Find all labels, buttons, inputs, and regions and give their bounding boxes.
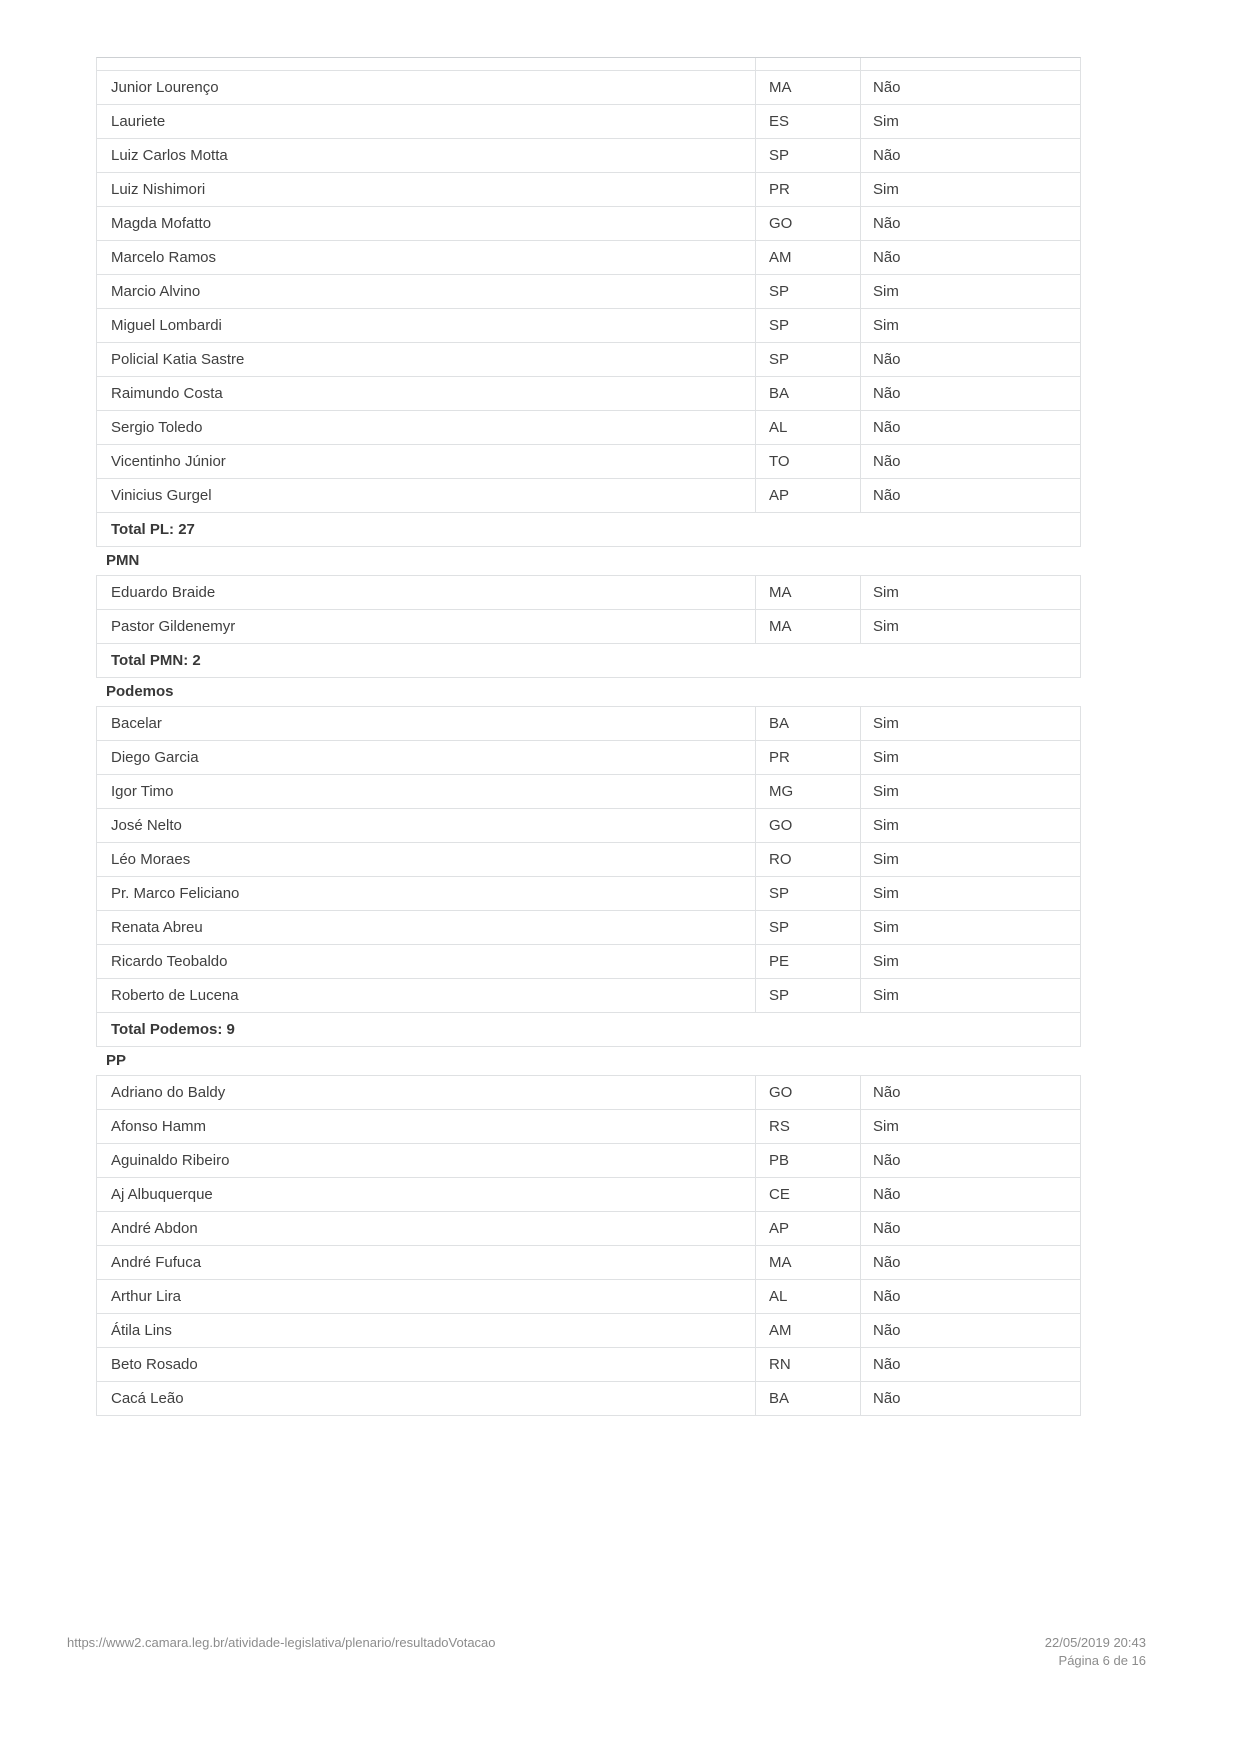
cell-state: MA	[755, 71, 860, 104]
cell-vote: Não	[860, 1076, 1080, 1109]
cell-vote: Não	[860, 1382, 1080, 1415]
cell-vote: Não	[860, 71, 1080, 104]
cell-deputy-name: André Abdon	[111, 1220, 198, 1237]
cell-deputy-name: Afonso Hamm	[111, 1118, 207, 1135]
table-row	[97, 479, 1080, 513]
cell-vote: Sim	[860, 707, 1080, 740]
cell-deputy-name: Ricardo Teobaldo	[111, 953, 228, 970]
cell-vote: Não	[860, 1178, 1080, 1211]
cell-state: SP	[755, 275, 860, 308]
cell-vote: Não	[860, 377, 1080, 410]
cell-vote: Sim	[860, 809, 1080, 842]
cell-state: GO	[755, 1076, 860, 1109]
cell-deputy-name: Raimundo Costa	[111, 385, 223, 402]
cell-state: PR	[755, 173, 860, 206]
cell-vote: Não	[860, 343, 1080, 376]
cell-deputy-name: Vinicius Gurgel	[111, 487, 212, 504]
cell-deputy-name: Diego Garcia	[111, 749, 199, 766]
party-total-row: Total PL: 27	[97, 513, 1080, 547]
cell-state: AP	[755, 1212, 860, 1245]
table-row	[97, 309, 1080, 343]
cell-state: GO	[755, 809, 860, 842]
cell-vote: Não	[860, 1348, 1080, 1381]
cell-deputy-name: Luiz Carlos Motta	[111, 147, 228, 164]
table-row	[97, 1348, 1080, 1382]
footer-meta	[1045, 1634, 1146, 1670]
cell-vote: Não	[860, 139, 1080, 172]
table-row	[97, 445, 1080, 479]
table-row	[97, 843, 1080, 877]
cell-deputy-name: Renata Abreu	[111, 919, 203, 936]
table-row	[97, 1144, 1080, 1178]
cell-vote: Não	[860, 1280, 1080, 1313]
cell-state: PR	[755, 741, 860, 774]
cell-deputy-name: Lauriete	[111, 113, 166, 130]
cell-deputy-name: Átila Lins	[111, 1322, 172, 1339]
table-row	[97, 809, 1080, 843]
cell-deputy-name: Pastor Gildenemyr	[111, 618, 236, 635]
footer-datetime: 22/05/2019 20:43	[1044, 1635, 1146, 1650]
table-row	[97, 173, 1080, 207]
cell-state: GO	[755, 207, 860, 240]
cell-state: MA	[755, 1246, 860, 1279]
table-row	[97, 343, 1080, 377]
table-row	[97, 207, 1080, 241]
cell-state: ES	[755, 105, 860, 138]
table-row	[97, 105, 1080, 139]
cell-state: RN	[755, 1348, 860, 1381]
cell-vote: Não	[860, 1246, 1080, 1279]
table-segment	[96, 706, 1081, 1047]
party-section-header: PP	[106, 1052, 127, 1069]
cell-deputy-name: Adriano do Baldy	[111, 1084, 226, 1101]
cell-vote: Sim	[860, 843, 1080, 876]
table-row	[97, 377, 1080, 411]
cell-state: TO	[755, 445, 860, 478]
cell-state: SP	[755, 343, 860, 376]
cell-deputy-name: José Nelto	[111, 817, 182, 834]
table-row	[97, 1212, 1080, 1246]
cell-deputy-name: Policial Katia Sastre	[111, 351, 245, 368]
cell-state: CE	[755, 1178, 860, 1211]
cell-state: AM	[755, 1314, 860, 1347]
cell-vote: Não	[860, 1314, 1080, 1347]
table-row	[97, 1382, 1080, 1416]
cell-deputy-name: Miguel Lombardi	[111, 317, 222, 334]
cell-deputy-name: Aguinaldo Ribeiro	[111, 1152, 230, 1169]
cell-vote: Sim	[860, 911, 1080, 944]
cell-deputy-name: Luiz Nishimori	[111, 181, 206, 198]
party-section-header: PMN	[106, 552, 140, 569]
cell-state: AP	[755, 479, 860, 512]
votes-table	[96, 57, 1081, 1407]
party-section-header: Podemos	[106, 683, 174, 700]
cell-vote: Não	[860, 207, 1080, 240]
cell-deputy-name: André Fufuca	[111, 1254, 202, 1271]
table-row	[97, 610, 1080, 644]
footer-page-number: Página 6 de 16	[1058, 1653, 1146, 1668]
cell-deputy-name: Cacá Leão	[111, 1390, 184, 1407]
cell-state: BA	[755, 377, 860, 410]
table-row	[97, 241, 1080, 275]
cell-state: SP	[755, 309, 860, 342]
table-row	[97, 71, 1080, 105]
cell-state: MA	[755, 610, 860, 643]
table-row	[97, 775, 1080, 809]
cell-vote: Não	[860, 1212, 1080, 1245]
cell-vote	[860, 58, 1080, 70]
table-row	[97, 741, 1080, 775]
table-row	[97, 275, 1080, 309]
table-row	[97, 979, 1080, 1013]
cell-vote: Sim	[860, 105, 1080, 138]
cell-vote: Sim	[860, 1110, 1080, 1143]
table-row	[97, 1110, 1080, 1144]
cell-deputy-name: Arthur Lira	[111, 1288, 182, 1305]
party-total-row: Total Podemos: 9	[97, 1013, 1080, 1047]
cell-state: MA	[755, 576, 860, 609]
cell-state: AL	[755, 1280, 860, 1313]
table-row	[97, 707, 1080, 741]
cell-deputy-name: Bacelar	[111, 715, 162, 732]
cell-vote: Sim	[860, 775, 1080, 808]
cell-deputy-name: Magda Mofatto	[111, 215, 212, 232]
cell-vote: Sim	[860, 309, 1080, 342]
cell-deputy-name: Beto Rosado	[111, 1356, 198, 1373]
cell-deputy-name: Vicentinho Júnior	[111, 453, 226, 470]
cell-vote: Sim	[860, 877, 1080, 910]
cell-vote: Sim	[860, 576, 1080, 609]
cell-deputy-name: Aj Albuquerque	[111, 1186, 213, 1203]
cell-vote: Não	[860, 411, 1080, 444]
cell-state: BA	[755, 707, 860, 740]
cell-state	[755, 58, 860, 70]
cell-vote: Sim	[860, 173, 1080, 206]
cell-vote: Sim	[860, 610, 1080, 643]
table-row	[97, 1246, 1080, 1280]
table-row	[97, 1280, 1080, 1314]
cell-state: PB	[755, 1144, 860, 1177]
cell-state: BA	[755, 1382, 860, 1415]
table-row	[97, 411, 1080, 445]
table-row	[97, 877, 1080, 911]
table-row	[97, 1178, 1080, 1212]
cell-state: SP	[755, 877, 860, 910]
cell-vote: Sim	[860, 741, 1080, 774]
cell-vote: Sim	[860, 275, 1080, 308]
cell-state: AL	[755, 411, 860, 444]
table-row	[97, 139, 1080, 173]
cell-deputy-name: Léo Moraes	[111, 851, 191, 868]
table-row	[97, 1314, 1080, 1348]
cell-deputy-name: Sergio Toledo	[111, 419, 203, 436]
cell-state: SP	[755, 979, 860, 1012]
party-total-row: Total PMN: 2	[97, 644, 1080, 678]
cell-vote: Não	[860, 1144, 1080, 1177]
cell-deputy-name: Junior Lourenço	[111, 79, 219, 96]
cell-state: MG	[755, 775, 860, 808]
cell-vote: Não	[860, 445, 1080, 478]
cell-deputy-name: Marcelo Ramos	[111, 249, 217, 266]
cell-state: RO	[755, 843, 860, 876]
cell-deputy-name: Eduardo Braide	[111, 584, 216, 601]
cell-state: SP	[755, 139, 860, 172]
clipped-row-top	[97, 58, 1080, 71]
cell-deputy-name: Pr. Marco Feliciano	[111, 885, 240, 902]
table-segment	[96, 57, 1081, 547]
cell-vote: Não	[860, 479, 1080, 512]
table-segment	[96, 1075, 1081, 1416]
cell-state: RS	[755, 1110, 860, 1143]
cell-vote: Sim	[860, 945, 1080, 978]
cell-state: AM	[755, 241, 860, 274]
table-row	[97, 911, 1080, 945]
cell-state: SP	[755, 911, 860, 944]
cell-deputy-name: Marcio Alvino	[111, 283, 201, 300]
footer-source-url: https://www2.camara.leg.br/atividade-legislativa/plenario/resultadoVotacao	[67, 1635, 496, 1650]
table-row	[97, 1076, 1080, 1110]
table-row	[97, 945, 1080, 979]
cell-vote: Sim	[860, 979, 1080, 1012]
cell-state: PE	[755, 945, 860, 978]
table-segment	[96, 575, 1081, 678]
table-row	[97, 576, 1080, 610]
cell-name	[97, 58, 755, 70]
cell-vote: Não	[860, 241, 1080, 274]
cell-deputy-name: Igor Timo	[111, 783, 174, 800]
cell-deputy-name: Roberto de Lucena	[111, 987, 239, 1004]
